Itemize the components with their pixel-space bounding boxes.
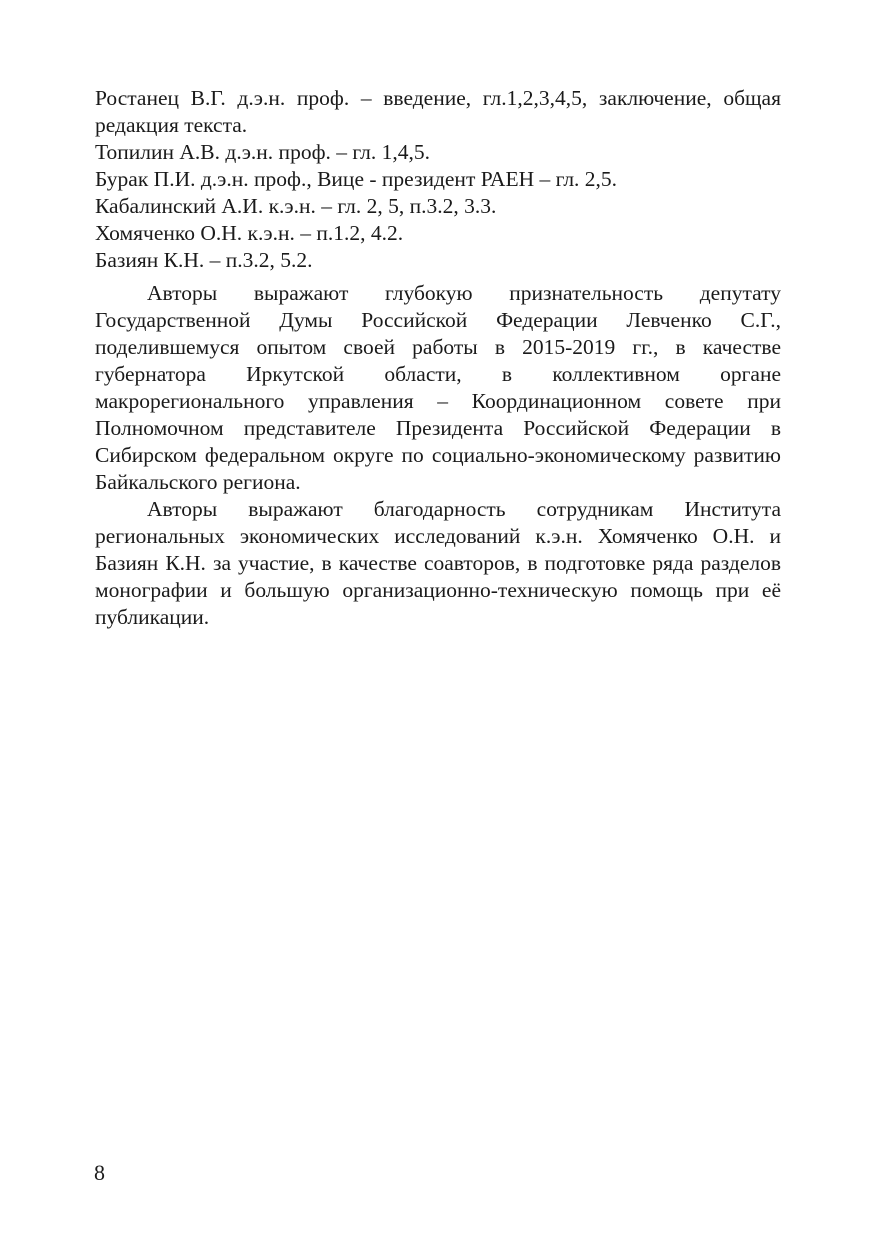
page-number: 8 [94,1160,105,1185]
author-contribution-line: Топилин А.В. д.э.н. проф. – гл. 1,4,5. [95,140,430,164]
body-text [95,85,781,631]
author-contribution-line: Ростанец В.Г. д.э.н. проф. – введение, гл.1,2,3,4,5, заключение, общая редакция текста. [95,86,781,137]
author-contribution-line: Бурак П.И. д.э.н. проф., Вице - президент РАЕН – гл. 2,5. [95,167,618,191]
author-contribution-line: Кабалинский А.И. к.э.н. – гл. 2, 5, п.3.2, 3.3. [95,194,497,218]
acknowledgement-paragraph: Авторы выражают благодарность сотрудникам Института региональных экономических исследований к.э.н. Хомяченко О.Н. и Базиян К.Н. за участие, в качестве соавторов, в подготовке ряда разделов монографии и большую организационно-техническую помощь при её публикации. [95,497,781,629]
author-contribution-line: Хомяченко О.Н. к.э.н. – п.1.2, 4.2. [95,221,404,245]
acknowledgement-paragraph: Авторы выражают глубокую признательность депутату Государственной Думы Российской Федерации Левченко С.Г., поделившемуся опытом своей работы в 2015-2019 гг., в качестве губернатора Иркутской области, в коллективном органе макрорегионального управления – Координационном совете при Полномочном представителе Президента Российской Федерации в Сибирском федеральном округе по социально-экономическому развитию Байкальского региона. [95,281,781,494]
author-contribution-line: Базиян К.Н. – п.3.2, 5.2. [95,248,313,272]
